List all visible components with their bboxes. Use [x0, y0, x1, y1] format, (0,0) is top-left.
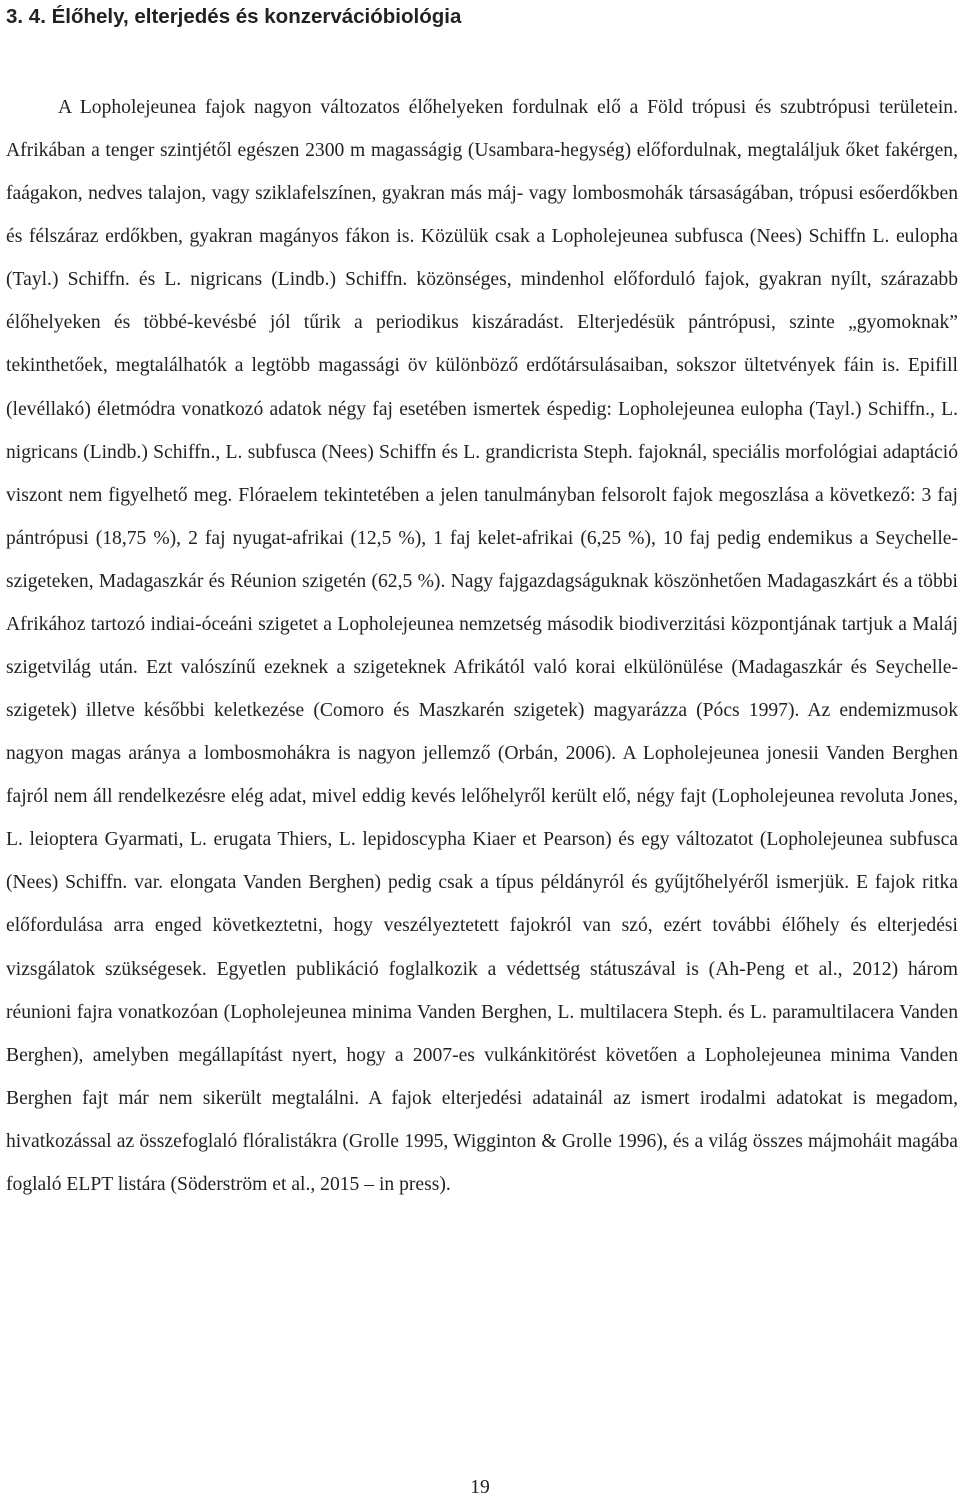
section-heading: 3. 4. Élőhely, elterjedés és konzervációbiológia — [6, 5, 462, 28]
page-number: 19 — [470, 1477, 490, 1498]
body-paragraph: A Lopholejeunea fajok nagyon változatos élőhelyeken fordulnak elő a Föld trópusi és szubtrópusi területein. Afrikában a tenger szintjétől egészen 2300 m magasságig (Usambara-hegység) előfordulnak, megtaláljuk őket fakérgen, faágakon, nedves talajon, vagy sziklafelszínen, gyakran más máj- vagy lombosmohák társaságában, trópusi esőerdőkben és félszáraz erdőkben, gyakran magányos fákon is. Közülük csak a Lopholejeunea subfusca (Nees) Schiffn L. eulopha (Tayl.) Schiffn. és L. nigricans (Lindb.) Schiffn. közönséges, mindenhol előforduló fajok, gyakran nyílt, szárazabb élőhelyeken és többé-kevésbé jól tűrik a periodikus kiszáradást. Elterjedésük pántrópusi, szinte „gyomoknak” tekinthetőek, megtalálhatók a legtöbb magassági öv különböző erdőtársulásaiban, sokszor ültetvények fáin is. Epifill (levéllakó) életmódra vonatkozó adatok négy faj esetében ismertek éspedig: Lopholejeunea eulopha (Tayl.) Schiffn., L. nigricans (Lindb.) Schiffn., L. subfusca (Nees) Schiffn és L. grandicrista Steph. fajoknál, speciális morfológiai adaptáció viszont nem figyelhető meg. Flóraelem tekintetében a jelen tanulmányban felsorolt fajok megoszlása a következő: 3 faj pántrópusi (18,75 %), 2 faj nyugat-afrikai (12,5 %), 1 faj kelet-afrikai (6,25 %), 10 faj pedig endemikus a Seychelle-szigeteken, Madagaszkár és Réunion szigetén (62,5 %). Nagy fajgazdagságuknak köszönhetően Madagaszkárt és a többi Afrikához tartozó indiai-óceáni szigetet a Lopholejeunea nemzetség második biodiverzitási központjának tartjuk a Maláj szigetvilág után. Ezt valószínű ezeknek a szigeteknek Afrikától való korai elkülönülése (Madagaszkár és Seychelle-szigetek) illetve későbbi keletkezése (Comoro és Maszkarén szigetek) magyarázza (Pócs 1997). Az endemizmusok nagyon magas aránya a lombosmohákra is nagyon jellemző (Orbán, 2006). A Lopholejeunea jonesii Vanden Berghen fajról nem áll rendelkezésre elég adat, mivel eddig kevés lelőhelyről került elő, négy fajt (Lopholejeunea revoluta Jones, L. leioptera Gyarmati, L. erugata Thiers, L. lepidoscypha Kiaer et Pearson) és egy változatot (Lopholejeunea subfusca (Nees) Schiffn. var. elongata Vanden Berghen) pedig csak a típus példányról és gyűjtőhelyéről ismerjük. E fajok ritka előfordulása arra enged következtetni, hogy veszélyeztetett fajokról van szó, ezért további élőhely és elterjedési vizsgálatok szükségesek. Egyetlen publikáció foglalkozik a védettség státuszával is (Ah-Peng et al., 2012) három réunioni fajra vonatkozóan (Lopholejeunea minima Vanden Berghen, L. multilacera Steph. és L. paramultilacera Vanden Berghen), amelyben megállapítást nyert, hogy a 2007-es vulkánkitörést követően a Lopholejeunea minima Vanden Berghen fajt már nem sikerült megtalálni. A fajok elterjedési adatainál az ismert irodalmi adatokat is megadom, hivatkozással az összefoglaló flóralistákra (Grolle 1995, Wigginton & Grolle 1996), és a világ összes májmoháit magába foglaló ELPT listára (Söderström et al., 2015 – in press). — [6, 97, 958, 1195]
